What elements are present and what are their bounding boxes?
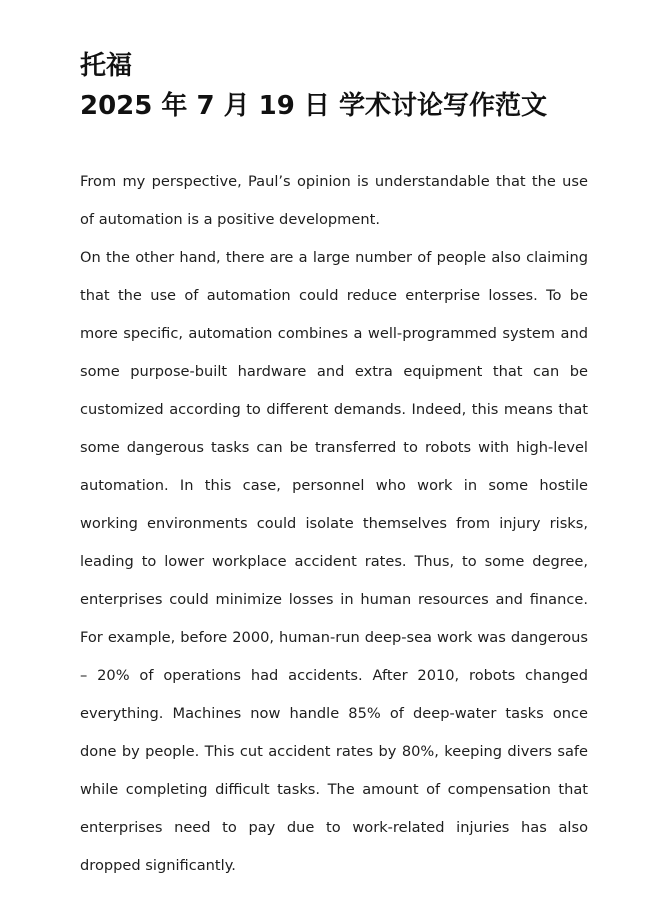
paragraph-opinion: From my perspective, Paul’s opinion is understandable that the use of automation is a positive development. — [80, 173, 588, 228]
paragraph-argument: On the other hand, there are a large number of people also claiming that the use of automation could reduce enterprise losses. To be more specific, automation combines a well-programmed system and some purpose-built hardware and extra equipment that can be customized according to different demands. Indeed, this means that some dangerous tasks can be transferred to robots with high-level automation. In this case, personnel who work in some hostile working environments could isolate themselves from injury risks, leading to lower workplace accident rates. Thus, to some degree, enterprises could minimize losses in human resources and finance. For example, before 2000, human-run deep-sea work was dangerous – 20% of operations had accidents. After 2010, robots changed everything. Machines now handle 85% of deep-water tasks once done by people. This cut accident rates by 80%, keeping divers safe while completing difficult tasks. The amount of compensation that enterprises need to pay due to work-related injuries has also dropped significantly. — [80, 249, 588, 874]
document-title — [80, 46, 600, 126]
title-exam-name: 托福 — [80, 51, 133, 81]
essay-body — [80, 163, 588, 885]
title-date-subject: 2025 年 7 月 19 日 学术讨论写作范文 — [80, 91, 547, 121]
